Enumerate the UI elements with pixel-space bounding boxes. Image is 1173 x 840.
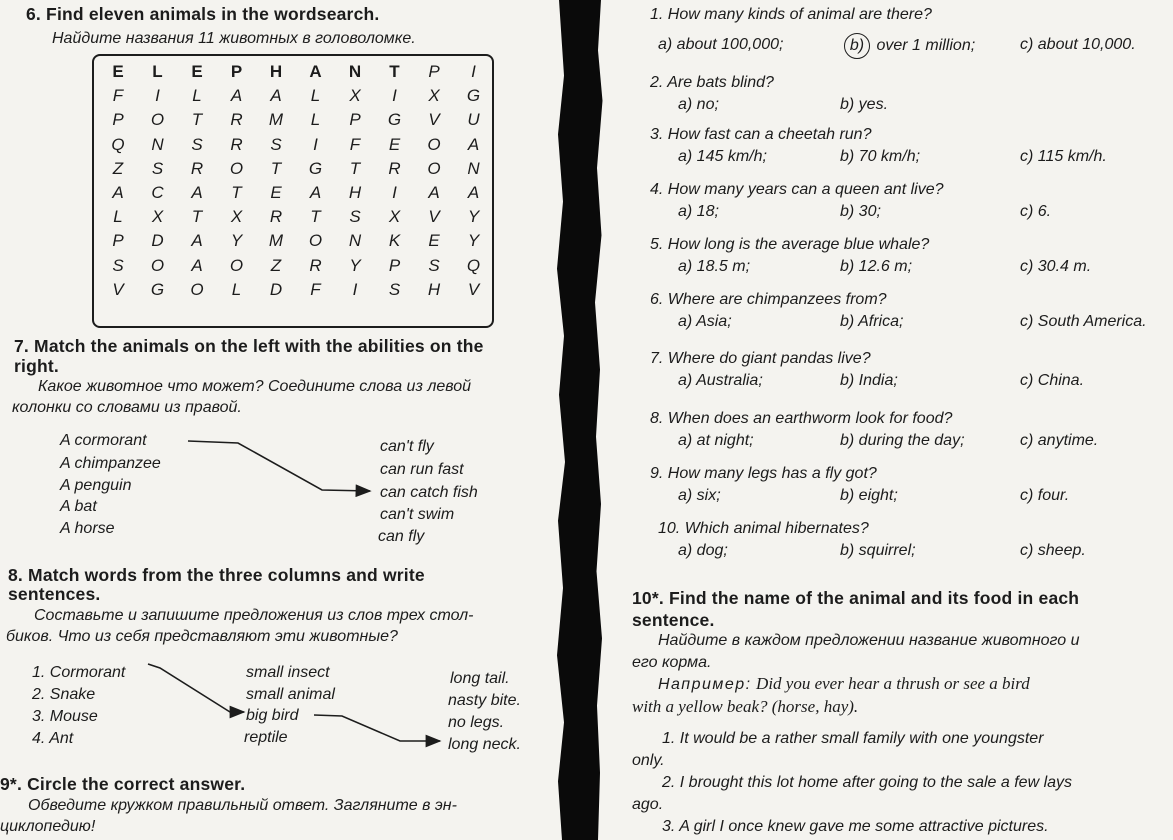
wordsearch-letter: O: [427, 134, 441, 154]
book-spine-shadow: [555, 0, 605, 840]
wordsearch-letter: A: [309, 183, 322, 202]
wordsearch-letter: V: [428, 110, 440, 130]
ex8-col3-item: long neck.: [448, 736, 521, 753]
ex7-title-line2: right.: [14, 356, 59, 376]
ex8-col1-item: 2. Snake: [32, 686, 96, 703]
wordsearch-letter: T: [310, 207, 321, 227]
answer-option-c: c) China.: [1020, 372, 1085, 389]
ex6-title: 6. Find eleven animals in the wordsearch.: [26, 4, 380, 24]
left-page: [0, 0, 560, 840]
wordsearch-letter: A: [467, 183, 480, 202]
ex7-animal: A cormorant: [60, 432, 147, 449]
ex7-example-arrow: [188, 441, 370, 491]
answer-option-b: b) 30;: [840, 203, 881, 220]
ex7-animal: A bat: [60, 498, 97, 515]
ex7-animal: A horse: [60, 520, 115, 537]
wordsearch-letter: Z: [270, 255, 282, 275]
question-text: 1. How many kinds of animal are there?: [650, 6, 932, 23]
ex8-col2-item: big bird: [246, 707, 299, 724]
wordsearch-letter: I: [313, 134, 318, 154]
question-text: 7. Where do giant pandas live?: [650, 350, 871, 367]
wordsearch-letter: O: [427, 158, 441, 178]
wordsearch-letter: R: [230, 134, 243, 154]
wordsearch-letter: G: [308, 158, 323, 178]
wordsearch-letter: N: [348, 231, 362, 251]
wordsearch-letter: S: [151, 158, 164, 178]
ex8-col3-item: nasty bite.: [448, 692, 521, 709]
right-page: [600, 0, 1173, 840]
wordsearch-letter: O: [190, 279, 204, 299]
wordsearch-letter: F: [349, 134, 361, 154]
question-text: 6. Where are chimpanzees from?: [650, 291, 887, 308]
answer-option-c: c) 30.4 m.: [1020, 258, 1092, 275]
wordsearch-letter: X: [230, 207, 243, 227]
wordsearch-letter: S: [349, 207, 361, 227]
wordsearch-letter: R: [190, 158, 204, 178]
wordsearch-letter: Y: [467, 207, 480, 227]
ex10-example-label: Например:: [658, 676, 752, 693]
ex7-ru-line2: колонки со словами из правой.: [12, 399, 242, 416]
ex7-ability: can run fast: [380, 461, 464, 478]
answer-option-b-text: over 1 million;: [876, 37, 976, 54]
wordsearch-letter: P: [230, 62, 243, 81]
wordsearch-letter: Y: [230, 231, 243, 251]
wordsearch-letter: R: [388, 158, 401, 178]
answer-option-a: a) Australia;: [678, 372, 763, 389]
wordsearch-letter: Z: [112, 158, 124, 178]
wordsearch-letter: S: [388, 279, 401, 299]
wordsearch-letter: F: [112, 86, 124, 106]
wordsearch-letter: S: [428, 255, 440, 275]
wordsearch-letter: T: [191, 110, 203, 130]
answer-option-b: b) Africa;: [840, 313, 904, 330]
ex7-ability: can't fly: [380, 438, 434, 455]
ex10-sentence-2: 2. I brought this lot home after going to the sale a few lays: [662, 774, 1073, 791]
wordsearch-letter: E: [270, 183, 282, 202]
wordsearch-letter: L: [152, 62, 163, 81]
wordsearch-letter: F: [310, 279, 321, 299]
ex8-arrow-1: [148, 664, 244, 712]
wordsearch-letter: A: [467, 134, 480, 154]
wordsearch-letter: H: [269, 62, 283, 81]
answer-option-a: a) Asia;: [678, 313, 732, 330]
ex8-col3-item: no legs.: [448, 714, 505, 731]
wordsearch-letter: Q: [111, 134, 125, 154]
answer-option-a: a) dog;: [678, 542, 728, 559]
ex8-col1-item: 4. Ant: [32, 730, 74, 747]
answer-option-a: a) 18.5 m;: [678, 258, 751, 275]
wordsearch-letter: X: [151, 207, 164, 227]
wordsearch-letter: X: [349, 86, 361, 106]
wordsearch-letter: P: [112, 231, 124, 251]
wordsearch-letter: Y: [349, 255, 361, 275]
answer-option-c: c) 115 km/h.: [1020, 148, 1107, 165]
wordsearch-letter: P: [112, 110, 124, 130]
wordsearch-letter: N: [151, 134, 164, 154]
ex6-ru: Найдите названия 11 животных в головоломке.: [52, 30, 416, 47]
wordsearch-letter: L: [231, 279, 242, 299]
wordsearch-letter: E: [428, 231, 440, 251]
wordsearch-letter: M: [268, 110, 284, 130]
wordsearch-letter: A: [191, 231, 203, 251]
wordsearch-letter: I: [352, 279, 358, 299]
question-text: 2. Are bats blind?: [650, 74, 774, 91]
ex8-col1-item: 1. Cormorant: [32, 664, 126, 681]
answer-option-a: a) 18;: [678, 203, 719, 220]
ex7-ability: can fly: [378, 528, 425, 545]
ex8-ru-line2: биков. Что из себя представляют эти животные?: [6, 628, 398, 645]
question-text: 9. How many legs has a fly got?: [650, 465, 877, 482]
answer-option-a: a) at night;: [678, 432, 754, 449]
ex7-ability: can catch fish: [380, 484, 478, 501]
wordsearch-letter: Q: [466, 255, 481, 275]
answer-option-b: b) 12.6 m;: [840, 258, 913, 275]
answer-option-c: c) 6.: [1020, 203, 1052, 220]
ex10-ru-line2: его корма.: [632, 654, 712, 671]
answer-option-b: b) 70 km/h;: [840, 148, 921, 165]
wordsearch-letter: D: [151, 231, 164, 251]
answer-option-c: c) four.: [1020, 487, 1070, 504]
wordsearch-letter: O: [308, 231, 323, 251]
wordsearch-letter: V: [112, 279, 124, 299]
wordsearch-letter: X: [428, 86, 440, 106]
question-text: 8. When does an earthworm look for food?: [650, 410, 953, 427]
ex10-title-line1: 10*. Find the name of the animal and its food in each: [632, 588, 1080, 608]
wordsearch-letter: C: [151, 183, 164, 202]
ex8-arrow-2: [314, 715, 440, 741]
question-text: 4. How many years can a queen ant live?: [650, 181, 944, 198]
wordsearch-letter: T: [349, 158, 361, 178]
wordsearch-letter: H: [348, 183, 362, 202]
ex10-sentence-1: 1. It would be a rather small family with one youngster: [662, 730, 1044, 747]
wordsearch-letter: H: [427, 279, 441, 299]
wordsearch-letter: A: [309, 62, 322, 81]
wordsearch-letter: N: [467, 158, 480, 178]
ex8-title-line2: sentences.: [8, 584, 101, 604]
ex10-title-line2: sentence.: [632, 610, 715, 630]
answer-option-a: a) six;: [678, 487, 721, 504]
wordsearch-letter: E: [191, 62, 203, 81]
wordsearch-letter: K: [388, 231, 401, 251]
wordsearch-letter: O: [229, 255, 244, 275]
wordsearch-letter: A: [191, 183, 203, 202]
wordsearch-letter: D: [269, 279, 283, 299]
answer-option-a: a) no;: [678, 96, 719, 113]
ex10-sentence-1-cont: only.: [632, 752, 665, 769]
ex8-col2-item: small insect: [246, 664, 330, 681]
answer-circle: b): [844, 33, 870, 59]
answer-option-c: c) about 10,000.: [1020, 36, 1136, 53]
answer-option-b-circled[interactable]: [842, 33, 975, 59]
wordsearch-letter: I: [155, 86, 160, 106]
wordsearch-letter: S: [191, 134, 203, 154]
wordsearch-letter: N: [348, 62, 362, 81]
answer-option-c: c) sheep.: [1020, 542, 1086, 559]
question-text: 3. How fast can a cheetah run?: [650, 126, 872, 143]
answer-option-a: a) about 100,000;: [658, 36, 784, 53]
wordsearch-letter: I: [471, 62, 476, 81]
wordsearch-letter: Y: [467, 231, 480, 251]
ex7-animal: A penguin: [60, 477, 132, 494]
wordsearch-letter: L: [310, 86, 321, 106]
answer-option-b: b) squirrel;: [840, 542, 916, 559]
answer-option-a: a) 145 km/h;: [678, 148, 767, 165]
ex8-title-line1: 8. Match words from the three columns and write: [8, 565, 425, 585]
wordsearch-letter: A: [112, 183, 124, 202]
wordsearch-letter: U: [467, 110, 480, 130]
wordsearch-letter: L: [113, 207, 123, 227]
wordsearch-letter: L: [192, 86, 202, 106]
wordsearch-letter: R: [309, 255, 322, 275]
wordsearch-letter: M: [268, 231, 284, 251]
ex10-example-line2: with a yellow beak? (horse, hay).: [632, 697, 859, 716]
ex7-title-line1: 7. Match the animals on the left with the abilities on the: [14, 336, 484, 356]
wordsearch-letter: R: [230, 110, 243, 130]
wordsearch-letter: A: [230, 86, 243, 106]
answer-option-c: c) anytime.: [1020, 432, 1099, 449]
wordsearch-letter: A: [428, 183, 440, 202]
wordsearch-letter: A: [191, 255, 203, 275]
wordsearch-letter: A: [270, 86, 282, 106]
wordsearch-letter: I: [392, 183, 397, 202]
ex10-example-line1: [658, 674, 1030, 694]
answer-option-b: b) yes.: [840, 96, 889, 113]
wordsearch-letter: X: [388, 207, 401, 227]
wordsearch-letter: R: [269, 207, 283, 227]
ex7-animal: A chimpanzee: [60, 455, 161, 472]
wordsearch-letter: I: [392, 86, 397, 106]
wordsearch-letter: G: [150, 279, 165, 299]
wordsearch-letter: T: [231, 183, 242, 202]
wordsearch-letter: V: [428, 207, 440, 227]
wordsearch-letter: E: [112, 62, 124, 81]
answer-option-b: b) eight;: [840, 487, 898, 504]
ex9-title: 9*. Circle the correct answer.: [0, 774, 246, 794]
ex8-col2-item: reptile: [244, 729, 288, 746]
wordsearch-letter: T: [191, 207, 203, 227]
wordsearch-letter: L: [310, 110, 321, 130]
wordsearch-letter: G: [466, 86, 481, 106]
wordsearch-letter: S: [270, 134, 282, 154]
wordsearch-letter: T: [270, 158, 282, 178]
ex9-ru-line1: Обведите кружком правильный ответ. Загляните в эн-: [28, 797, 457, 814]
wordsearch-letter: O: [150, 110, 165, 130]
wordsearch-letter: P: [349, 110, 361, 130]
ex10-sentence-3: 3. A girl I once knew gave me some attractive pictures.: [662, 818, 1049, 835]
wordsearch-letter: T: [389, 62, 400, 81]
question-text: 5. How long is the average blue whale?: [650, 236, 930, 253]
ex8-ru-line1: Составьте и запишите предложения из слов трех стол-: [34, 607, 474, 624]
wordsearch-letter: P: [388, 255, 401, 275]
answer-option-b: b) during the day;: [840, 432, 965, 449]
ex10-example-text: Did you ever hear a thrush or see a bird: [756, 674, 1030, 693]
wordsearch-letter: O: [150, 255, 165, 275]
ex8-col3-item: long tail.: [450, 670, 510, 687]
ex8-col1-item: 3. Mouse: [32, 708, 98, 725]
answer-option-b: b) India;: [840, 372, 898, 389]
wordsearch-letter: V: [467, 279, 480, 299]
wordsearch-letter: P: [428, 62, 440, 81]
wordsearch-letter: O: [229, 158, 244, 178]
wordsearch-letter: S: [112, 255, 124, 275]
ex7-ability: can't swim: [380, 506, 455, 523]
wordsearch-letter: G: [387, 110, 402, 130]
wordsearch-letter: E: [388, 134, 401, 154]
ex10-ru-line1: Найдите в каждом предложении название животного и: [658, 632, 1080, 649]
question-text: 10. Which animal hibernates?: [658, 520, 869, 537]
answer-option-c: c) South America.: [1020, 313, 1147, 330]
ex8-col2-item: small animal: [246, 686, 335, 703]
ex7-ru-line1: Какое животное что может? Соедините слова из левой: [38, 378, 472, 395]
ex9-ru-line2: циклопедию!: [0, 818, 96, 835]
ex10-sentence-2-cont: ago.: [632, 796, 664, 813]
